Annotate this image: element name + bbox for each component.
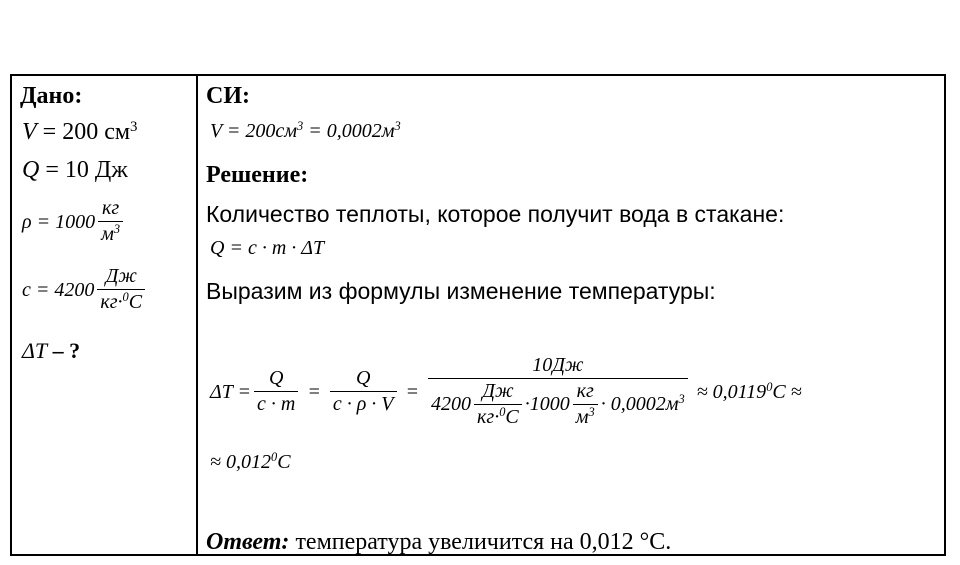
- volume-value: = 200 см: [36, 119, 131, 145]
- heat-formula: Q = c · m · ΔT: [210, 237, 325, 259]
- density-lhs: ρ = 1000: [22, 210, 96, 233]
- find-symbol: ΔT: [22, 338, 48, 363]
- find-question: ?: [69, 338, 81, 363]
- heat-value: = 10 Дж: [39, 157, 128, 183]
- given-volume: [22, 120, 137, 144]
- substitution-numerator: 10Дж: [532, 354, 584, 376]
- answer-text: температура увеличится на 0,012 °С.: [289, 529, 672, 555]
- approx-result: ≈ $0,012^0C$: [210, 450, 291, 473]
- given-heat: [22, 158, 128, 182]
- given-heading: Дано:: [20, 83, 83, 109]
- given-density: [22, 198, 126, 245]
- si-conversion: $V = 200см^3 = 0,0002м^3$: [210, 119, 401, 142]
- eq-result: ≈ $0,0119^0C$ ≈: [696, 379, 802, 403]
- solution-text-1: Количество теплоты, которое получит вода в стакане:: [206, 201, 785, 227]
- density-unit-den: $м^3$: [98, 221, 123, 245]
- density-unit-fraction: [98, 198, 123, 245]
- si-heading: СИ:: [206, 83, 250, 109]
- volume-exponent: 3: [130, 118, 138, 135]
- find-dash: –: [47, 338, 70, 363]
- answer-line: [206, 530, 671, 554]
- heat-symbol: Q: [22, 157, 40, 183]
- solution-text-2: Выразим из формулы изменение температуры:: [206, 278, 716, 304]
- eq-lhs: ΔT =: [210, 380, 251, 403]
- solution-heading: Решение:: [206, 162, 309, 188]
- volume-symbol: V: [22, 119, 37, 145]
- specific-heat-unit-num: Дж: [105, 265, 137, 287]
- specific-heat-unit-fraction: [97, 266, 145, 313]
- temperature-equation: ΔT = $\frac{Q}{c \cdot m}$ = $\frac{Q}{c \cdot \rho \cdot V}$ = 10Дж 4200 $\frac{Дж}{кг\cdot^0C}$ ·1000 $\frac{кг}{м^3}$ · $0,0002м^3$ ≈ $0,0119^0C$ ≈: [210, 354, 802, 428]
- column-divider: [196, 74, 198, 556]
- substitution-rho-unit: $\frac{кг}{м^3}$: [573, 381, 598, 428]
- table-frame: [10, 74, 946, 556]
- given-specific-heat: [22, 266, 148, 313]
- fraction-q-over-c-rho-v: $\frac{Q}{c \cdot \rho \cdot V}$: [330, 368, 397, 415]
- fraction-numeric-substitution: [428, 355, 688, 428]
- given-find: [22, 340, 80, 362]
- specific-heat-lhs: c = 4200: [22, 278, 95, 301]
- density-unit-num: кг: [102, 197, 120, 219]
- substitution-c-unit: $\frac{Дж}{кг\cdot^0C}$: [474, 381, 522, 428]
- specific-heat-unit-den: кг·$^0$C: [97, 289, 145, 313]
- answer-label: Ответ:: [206, 529, 290, 555]
- substitution-denominator: 4200 $\frac{Дж}{кг\cdot^0C}$ ·1000 $\frac{кг}{м^3}$ · $0,0002м^3$: [428, 378, 688, 428]
- fraction-q-over-cm: $\frac{Q}{c \cdot m}$: [254, 368, 298, 415]
